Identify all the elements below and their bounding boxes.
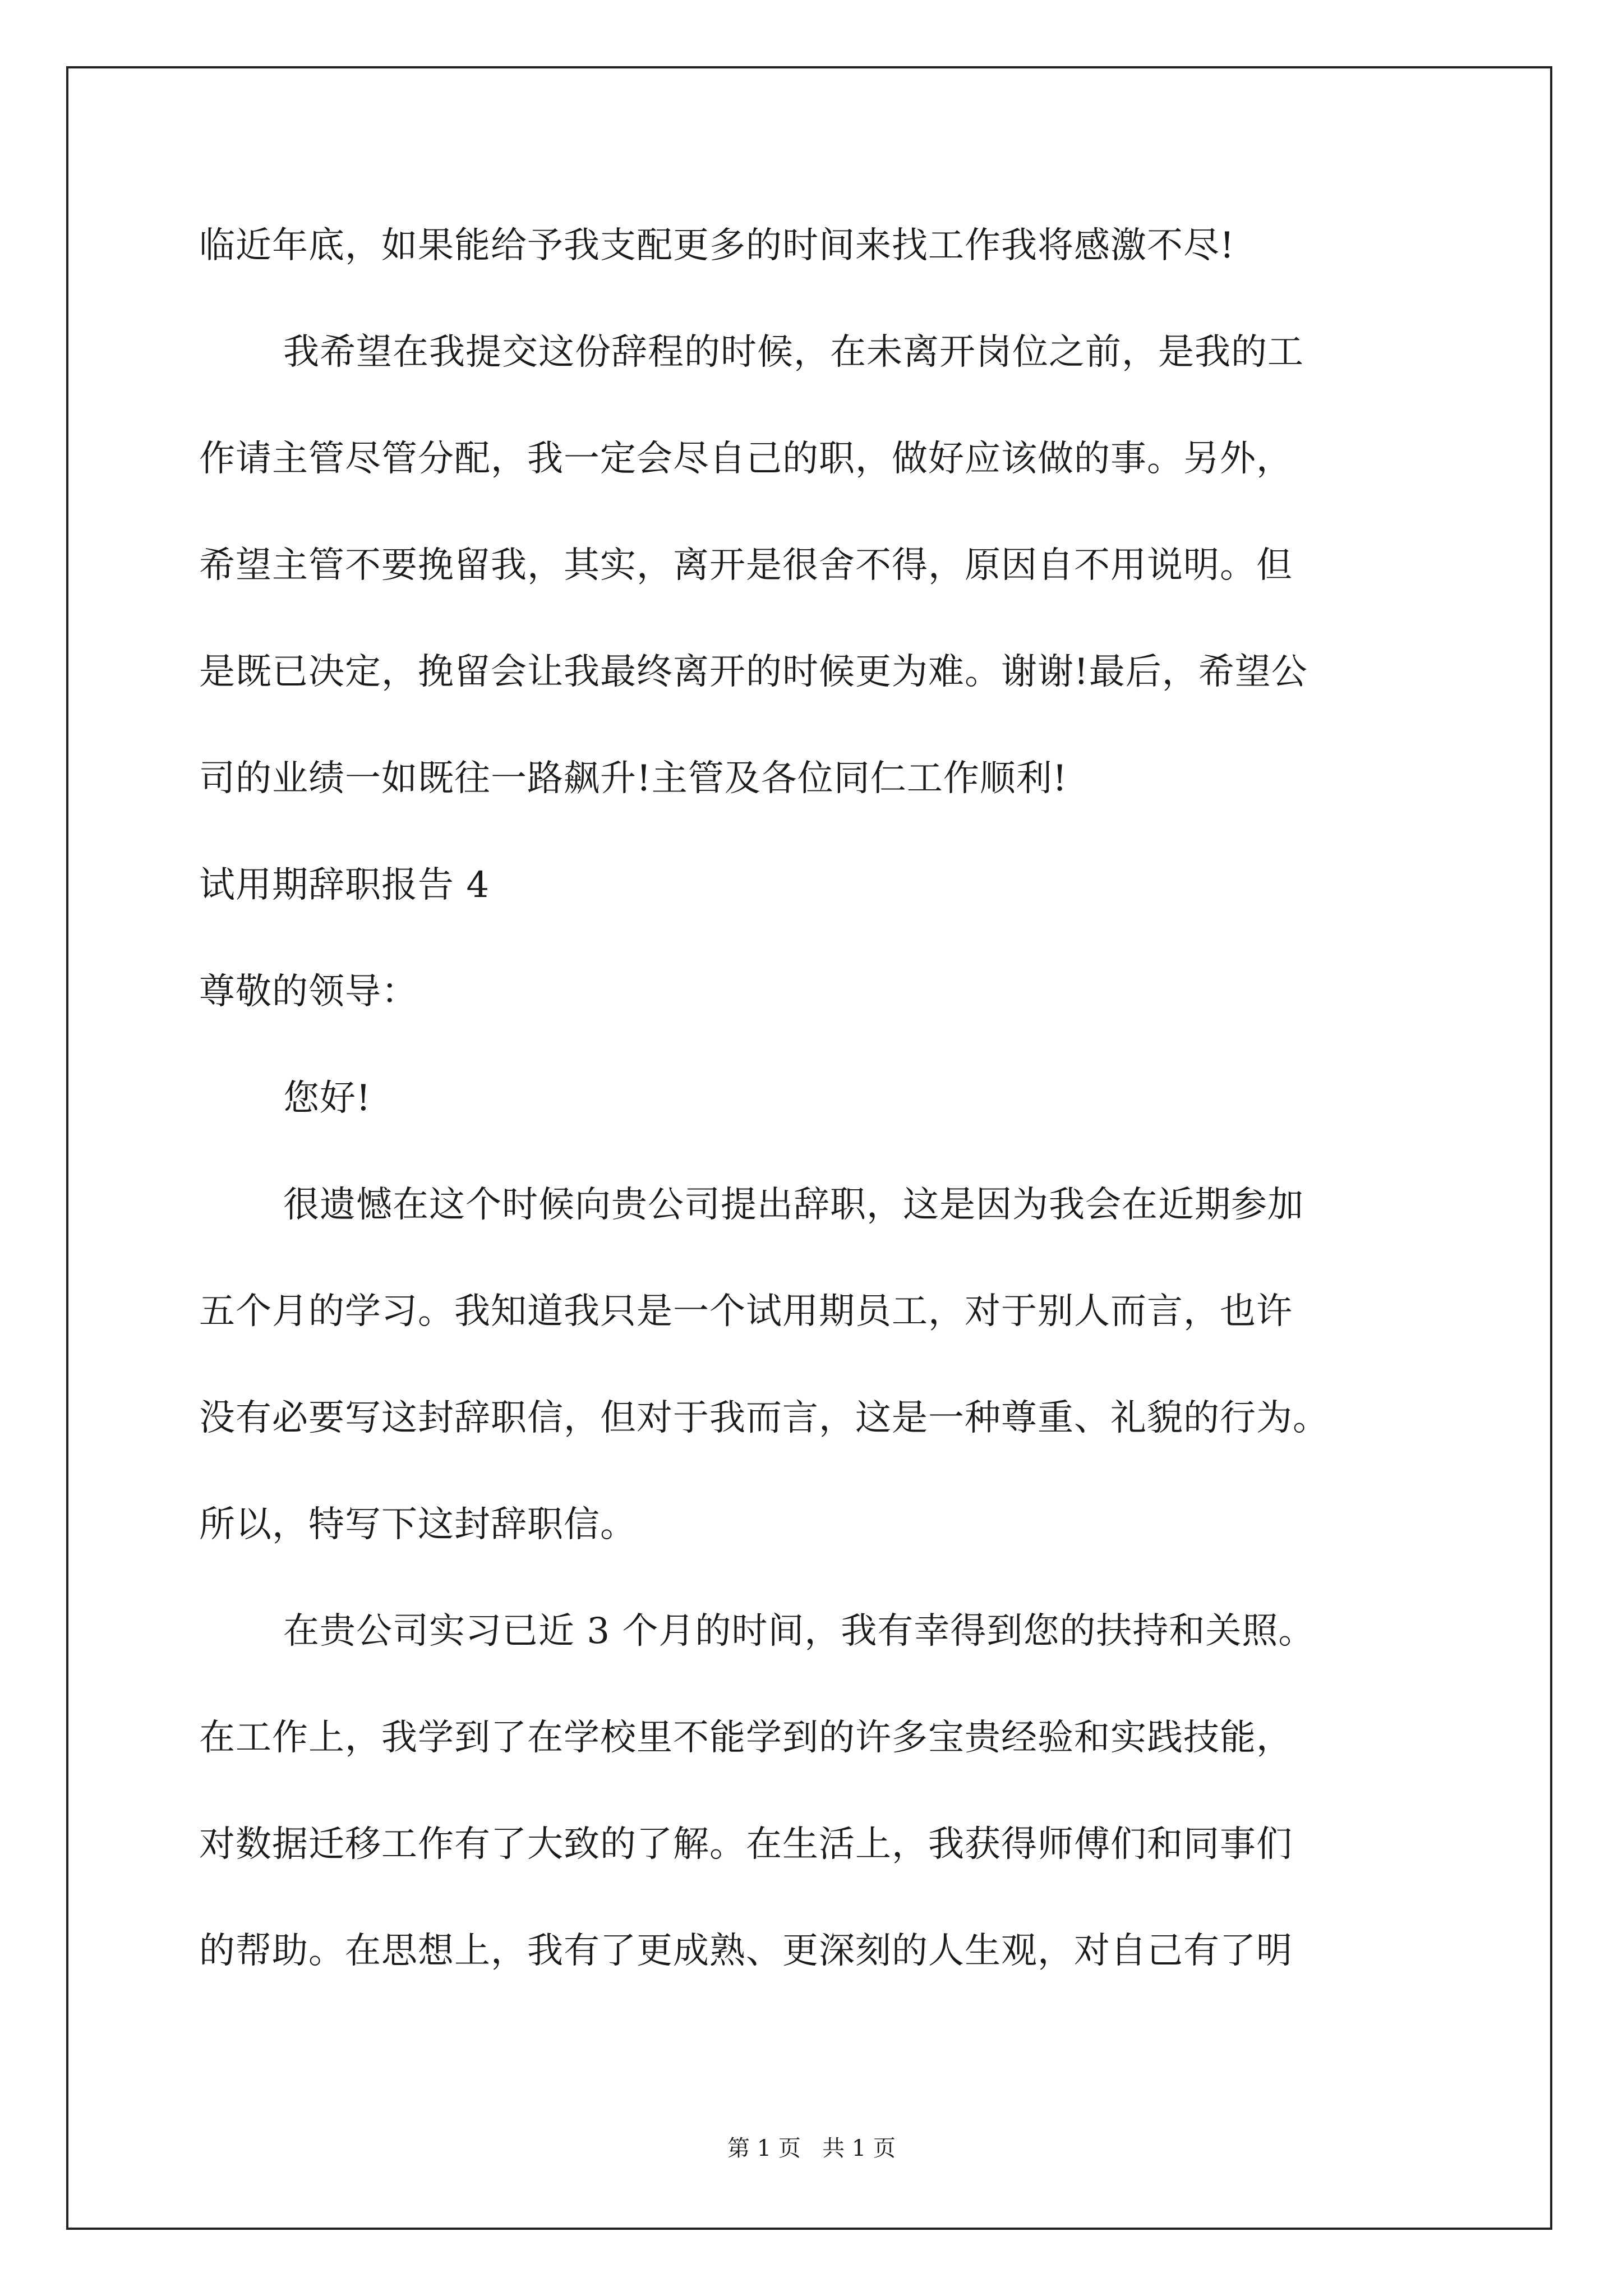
text-line-12: 没有必要写这封辞职信，但对于我而言，这是一种尊重、礼貌的行为。 <box>199 1397 1329 1439</box>
text-line-6: 司的业绩一如既往一路飙升!主管及各位同仁工作顺利! <box>199 758 1068 799</box>
greeting: 您好! <box>283 1078 371 1119</box>
text-line-15: 在工作上，我学到了在学校里不能学到的许多宝贵经验和实践技能， <box>199 1717 1293 1759</box>
text-line-10: 很遗憾在这个时候向贵公司提出辞职，这是因为我会在近期参加 <box>283 1184 1304 1226</box>
text-line-11: 五个月的学习。我知道我只是一个试用期员工，对于别人而言，也许 <box>199 1291 1293 1332</box>
section-heading: 试用期辞职报告 4 <box>199 864 490 906</box>
text-line-5: 是既已决定，挽留会让我最终离开的时候更为难。谢谢!最后，希望公 <box>199 651 1308 693</box>
text-line-2: 我希望在我提交这份辞程的时候，在未离开岗位之前，是我的工 <box>283 332 1304 373</box>
text-line-13: 所以，特写下这封辞职信。 <box>199 1504 637 1545</box>
text-line-14: 在贵公司实习已近 3 个月的时间，我有幸得到您的扶持和关照。 <box>283 1611 1315 1652</box>
text-line-4: 希望主管不要挽留我，其实，离开是很舍不得，原因自不用说明。但 <box>199 545 1293 586</box>
text-line-1: 临近年底，如果能给予我支配更多的时间来找工作我将感激不尽! <box>199 225 1235 266</box>
page-footer: 第 1 页 共 1 页 <box>727 2136 896 2161</box>
salutation: 尊敬的领导： <box>199 971 418 1013</box>
page-border <box>66 66 1552 2230</box>
text-line-3: 作请主管尽管分配，我一定会尽自己的职，做好应该做的事。另外， <box>199 438 1293 480</box>
text-line-16: 对数据迁移工作有了大致的了解。在生活上，我获得师傅们和同事们 <box>199 1824 1293 1865</box>
text-line-17: 的帮助。在思想上，我有了更成熟、更深刻的人生观，对自己有了明 <box>199 1930 1293 1972</box>
